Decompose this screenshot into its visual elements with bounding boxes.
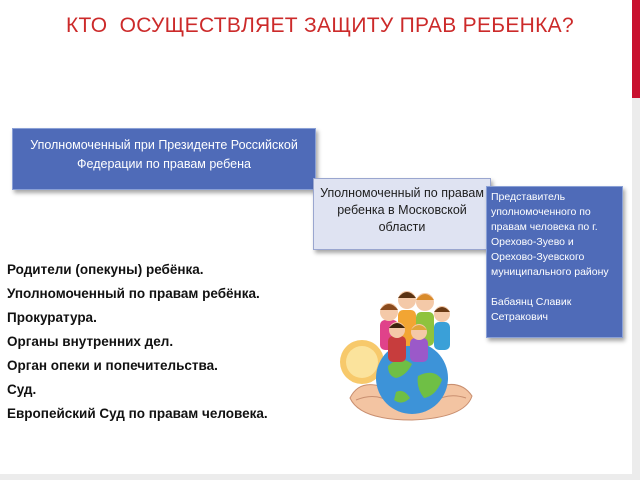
children-globe-illustration [330,280,490,430]
children-group [380,291,450,362]
representative-text: Представитель уполномоченного по правам человека по г. Орехово-Зуево и Орехово-Зуевского муниципального району [491,191,609,278]
slide-title: КТО ОСУЩЕСТВЛЯЕТ ЗАЩИТУ ПРАВ РЕБЕНКА? [66,14,574,37]
list-item: Родители (опекуны) ребёнка. [7,262,204,277]
list-item: Прокуратура. [7,310,97,325]
list-item: Органы внутренних дел. [7,334,174,349]
bottom-edge-bar [0,474,640,480]
list-item: Суд. [7,382,37,397]
list-item: Уполномоченный по правам ребёнка. [7,286,260,301]
list-item: Орган опеки и попечительства. [7,358,218,373]
representative-name: Бабаянц Славик Сетракович [491,296,572,323]
president-ombudsman-box: Уполномоченный при Президенте Российской Федерации по правам ребена [12,128,316,190]
protectors-list [7,258,337,426]
list-item: Европейский Суд по правам человека. [7,406,268,421]
representative-box [486,186,623,338]
right-edge-bar [632,0,640,480]
oblast-ombudsman-box: Уполномоченный по правам ребенка в Московской области [313,178,491,250]
